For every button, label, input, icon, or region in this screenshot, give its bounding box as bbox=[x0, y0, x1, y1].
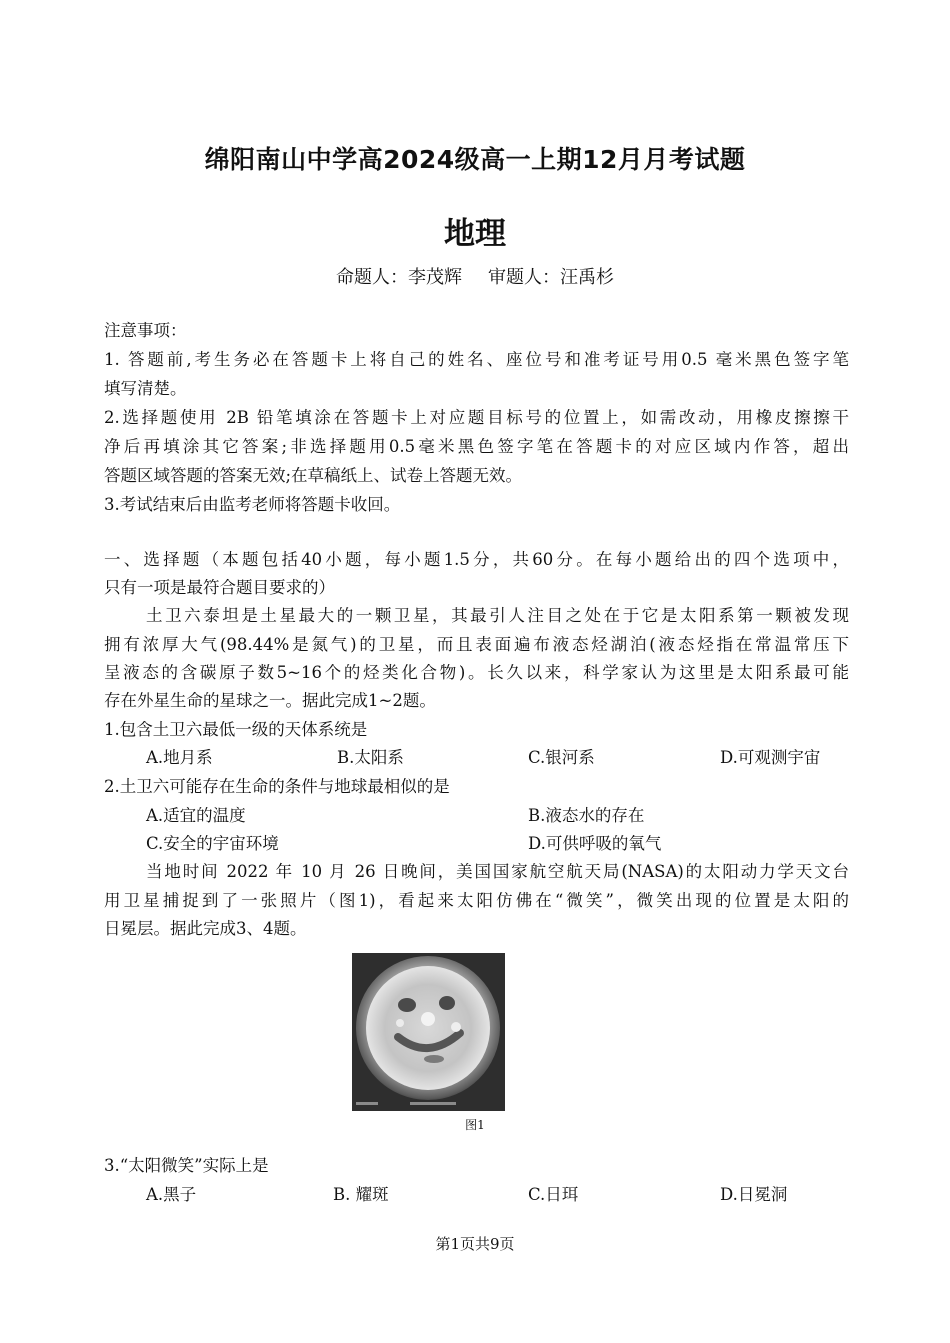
question-stem-1: 1.包含土卫六最低一级的天体系统是 bbox=[104, 720, 368, 739]
exam-title: 绵阳南山中学高2024级高一上期12月月考试题 bbox=[204, 145, 746, 174]
subject-title: 地理 bbox=[444, 216, 506, 252]
notice-line: 答题区域答题的答案无效;在草稿纸上、试卷上答题无效。 bbox=[104, 466, 523, 485]
q2-option-c: C.安全的宇宙环境 bbox=[146, 834, 279, 853]
figure-caption: 图1 bbox=[465, 1118, 485, 1132]
page-number: 第1页共9页 bbox=[435, 1235, 515, 1253]
passage-line: 用卫星捕捉到了一张照片（图1)，看起来太阳仿佛在“微笑”，微笑出现的位置是太阳的 bbox=[104, 891, 849, 910]
q1-option-d: D.可观测宇宙 bbox=[720, 748, 821, 767]
sun-photo bbox=[352, 953, 505, 1111]
passage-line: 拥有浓厚大气(98.44%是氮气)的卫星，而且表面遍布液态烃湖泊(液态烃指在常温常压下 bbox=[104, 635, 849, 654]
q3-option-d: D.日冕洞 bbox=[720, 1185, 788, 1204]
notice-line: 2.选择题使用 2B 铅笔填涂在答题卡上对应题目标号的位置上，如需改动，用橡皮擦擦干 bbox=[104, 408, 849, 427]
q1-option-c: C.银河系 bbox=[528, 748, 595, 767]
passage-line: 呈液态的含碳原子数5~16个的烃类化合物)。长久以来，科学家认为这里是太阳系最可能 bbox=[104, 663, 849, 682]
q2-option-a: A.适宜的温度 bbox=[146, 806, 246, 825]
q2-option-b: B.液态水的存在 bbox=[528, 806, 645, 825]
setter-name: 命题人：李茂辉 bbox=[336, 267, 462, 288]
passage-line: 当地时间 2022 年 10 月 26 日晚间，美国国家航空航天局(NASA)的太阳动力学天文台 bbox=[146, 862, 849, 881]
notice-line: 净后再填涂其它答案;非选择题用0.5毫米黑色签字笔在答题卡的对应区域内作答，超出 bbox=[104, 437, 849, 456]
passage-line: 日冕层。据此完成3、4题。 bbox=[104, 919, 307, 938]
notice-line: 1. 答题前,考生务必在答题卡上将自己的姓名、座位号和准考证号用0.5 毫米黑色签字笔 bbox=[104, 350, 849, 369]
question-stem-2: 2.土卫六可能存在生命的条件与地球最相似的是 bbox=[104, 777, 450, 796]
question-stem-3: 3.“太阳微笑”实际上是 bbox=[104, 1156, 269, 1175]
notice-line: 填写清楚。 bbox=[104, 379, 187, 398]
q3-option-a: A.黑子 bbox=[146, 1185, 197, 1204]
reviewer-name: 审题人：汪禹杉 bbox=[488, 267, 614, 288]
author-line bbox=[0, 263, 950, 289]
passage-line: 存在外星生命的星球之一。据此完成1~2题。 bbox=[104, 691, 436, 710]
section-heading: 一、选择题（本题包括40小题，每小题1.5分，共60分。在每小题给出的四个选项中， bbox=[104, 550, 849, 569]
q3-option-c: C.日珥 bbox=[528, 1185, 579, 1204]
q1-option-b: B.太阳系 bbox=[337, 748, 404, 767]
section-heading-cont: 只有一项是最符合题目要求的） bbox=[104, 578, 335, 597]
q1-option-a: A.地月系 bbox=[146, 748, 213, 767]
q3-option-b: B. 耀斑 bbox=[333, 1185, 389, 1204]
notice-line: 3.考试结束后由监考老师将答题卡收回。 bbox=[104, 495, 401, 514]
notice-heading: 注意事项： bbox=[104, 321, 187, 340]
sun-photo-icon bbox=[352, 953, 505, 1111]
passage-line: 土卫六泰坦是土星最大的一颗卫星，其最引人注目之处在于它是太阳系第一颗被发现 bbox=[146, 606, 849, 625]
q2-option-d: D.可供呼吸的氧气 bbox=[528, 834, 662, 853]
